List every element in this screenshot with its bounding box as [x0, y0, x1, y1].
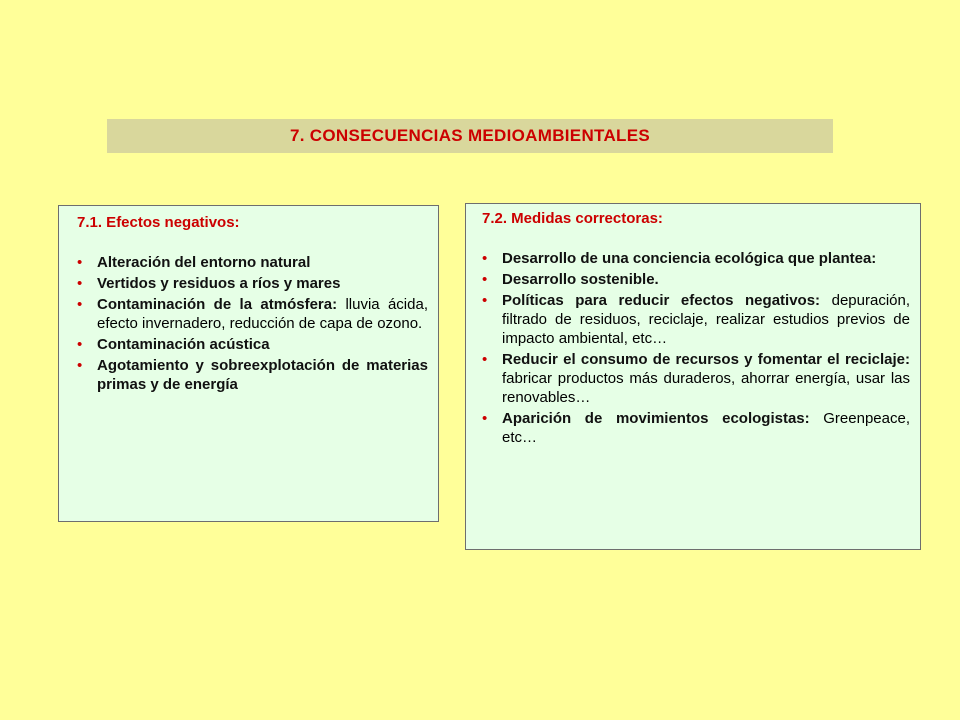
corrective-measures-title: 7.2. Medidas correctoras: [482, 210, 663, 227]
item-bold: Reducir el consumo de recursos y fomentar el reciclaje: [502, 351, 910, 368]
sub-list-item [482, 291, 910, 348]
item-rest: Greenpeace, etc… [502, 410, 910, 446]
item-rest: lluvia ácida, efecto invernadero, reducción de capa de ozono. [97, 296, 428, 332]
negative-effects-list [77, 253, 428, 394]
list-item [77, 335, 428, 354]
item-bold: Contaminación acústica [97, 336, 270, 353]
list-item [77, 356, 428, 394]
corrective-measures-box [465, 203, 921, 550]
item-bold: Vertidos y residuos a ríos y mares [97, 275, 341, 292]
item-bold: Alteración del entorno natural [97, 254, 311, 271]
negative-effects-box [58, 205, 439, 522]
list-item [482, 409, 910, 447]
item-bold: Aparición de movimientos ecologistas: [502, 410, 810, 427]
item-bold: Contaminación de la atmósfera: [97, 296, 338, 313]
negative-effects-title: 7.1. Efectos negativos: [77, 214, 240, 231]
item-bold: Desarrollo de una conciencia ecológica que plantea: [502, 250, 877, 267]
list-item [77, 295, 428, 333]
item-bold: Desarrollo sostenible. [502, 271, 659, 288]
list-item [77, 253, 428, 272]
page-title: 7. CONSECUENCIAS MEDIOAMBIENTALES [289, 126, 650, 145]
corrective-measures-sublist [482, 270, 910, 348]
list-item [482, 249, 910, 268]
corrective-measures-list [482, 249, 910, 268]
sub-list-item [482, 270, 910, 289]
item-rest: depuración, filtrado de residuos, reciclaje, realizar estudios previos de impacto ambiental, etc… [502, 292, 911, 347]
item-rest: fabricar productos más duraderos, ahorrar energía, usar las renovables… [502, 370, 910, 406]
corrective-measures-list-cont [482, 350, 910, 447]
title-bar [107, 119, 833, 153]
list-item [77, 274, 428, 293]
item-bold: Agotamiento y sobreexplotación de materias primas y de energía [97, 357, 428, 393]
list-item [482, 350, 910, 407]
item-bold: Políticas para reducir efectos negativos: [502, 292, 821, 309]
